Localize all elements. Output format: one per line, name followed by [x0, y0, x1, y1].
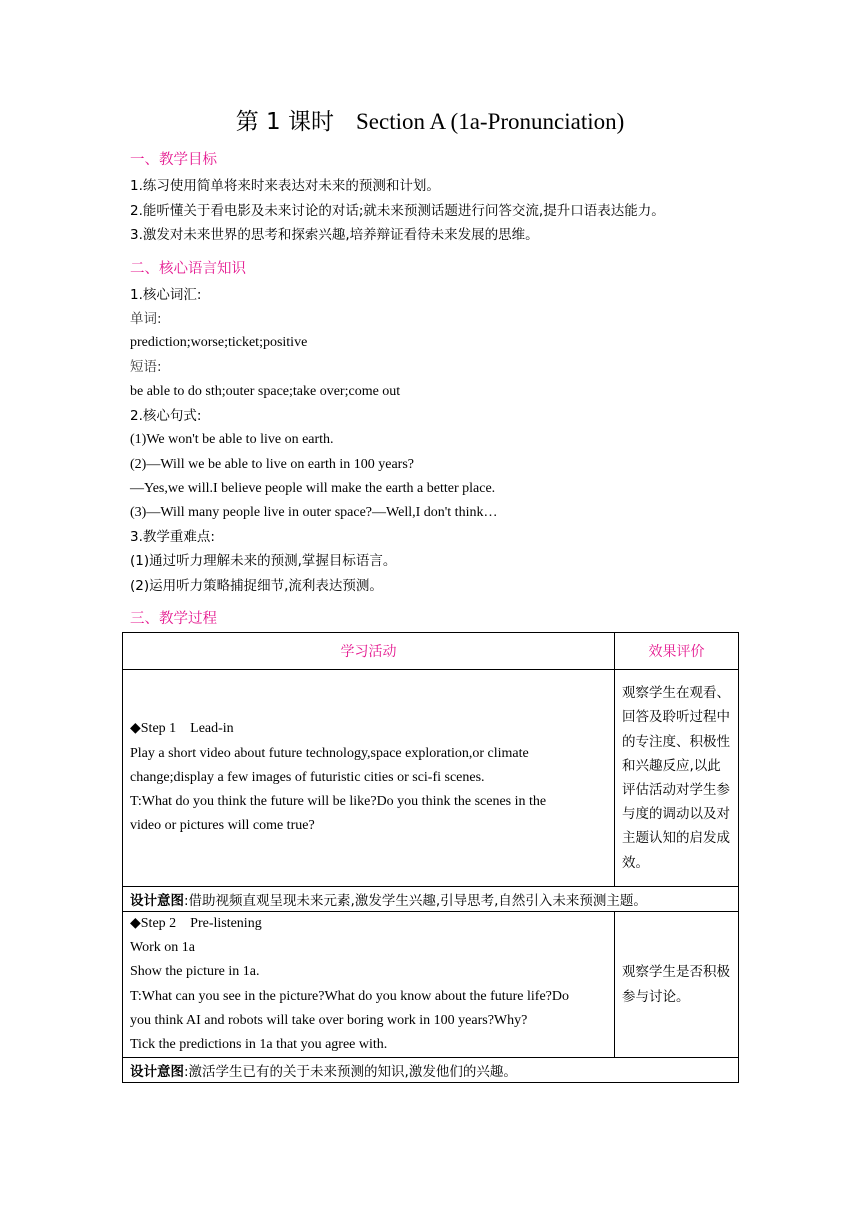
- objective-item: 1.练习使用简单将来时来表达对未来的预测和计划。: [130, 178, 440, 194]
- phrases-label: 短语:: [130, 359, 162, 375]
- step1-line: T:What do you think the future will be like?Do you think the scenes in the: [130, 794, 547, 810]
- lesson-number: 第 1 课时: [235, 109, 334, 135]
- table-row: [123, 670, 739, 887]
- step2-line: Work on 1a: [130, 940, 195, 956]
- step1-line: change;display a few images of futuristic cities or sci-fi scenes.: [130, 769, 485, 785]
- step2-line: Tick the predictions in 1a that you agree with.: [130, 1037, 388, 1053]
- step2-design-intent: [123, 1058, 739, 1083]
- vocab-title: 1.核心词汇:: [130, 287, 202, 303]
- step2-evaluation: 观察学生是否积极参与讨论。: [615, 912, 739, 1058]
- step2-line: Show the picture in 1a.: [130, 964, 260, 980]
- objectives-heading: 一、教学目标: [130, 152, 217, 168]
- language-heading: 二、核心语言知识: [130, 261, 246, 277]
- step1-heading: ◆Step 1 Lead-in: [130, 721, 234, 737]
- design-intent-text: :激活学生已有的关于未来预测的知识,激发他们的兴趣。: [184, 1064, 517, 1081]
- sentence-item: (3)—Will many people live in outer space?—Well,I don't think…: [130, 505, 498, 520]
- section-title: Section A (1a-Pronunciation): [355, 109, 625, 134]
- sentence-item: —Yes,we will.I believe people will make the earth a better place.: [130, 481, 496, 496]
- lesson-process-table: [122, 632, 739, 1083]
- phrases: be able to do sth;outer space;take over;come out: [130, 384, 401, 399]
- objective-item: 3.激发对未来世界的思考和探索兴趣,培养辩证看待未来发展的思维。: [130, 227, 539, 243]
- objective-item: 2.能听懂关于看电影及未来讨论的对话;就未来预测话题进行问答交流,提升口语表达能力。: [130, 203, 665, 219]
- step2-heading: ◆Step 2 Pre-listening: [130, 916, 262, 931]
- step2-line: T:What can you see in the picture?What do you know about the future life?Do: [130, 988, 569, 1004]
- evaluation-column-header: 效果评价: [615, 633, 739, 670]
- key-point-item: (2)运用听力策略捕捉细节,流利表达预测。: [130, 578, 383, 594]
- table-row: [123, 1058, 739, 1083]
- sentence-item: (2)—Will we be able to live on earth in 100 years?: [130, 457, 415, 472]
- words-label: 单词:: [130, 311, 162, 327]
- table-header-row: [123, 633, 739, 670]
- table-row: [123, 887, 739, 912]
- design-intent-label: 设计意图: [130, 1064, 184, 1081]
- activity-column-header: 学习活动: [123, 633, 615, 670]
- design-intent-text: :借助视频直观呈现未来元素,激发学生兴趣,引导思考,自然引入未来预测主题。: [184, 893, 647, 909]
- step1-evaluation: 观察学生在观看、回答及聆听过程中的专注度、积极性和兴趣反应,以此评估活动对学生参与度的调动以及对主题认知的启发成效。: [615, 670, 739, 887]
- table-row: [123, 912, 739, 1058]
- step1-line: video or pictures will come true?: [130, 818, 315, 834]
- key-point-item: (1)通过听力理解未来的预测,掌握目标语言。: [130, 553, 397, 569]
- words: prediction;worse;ticket;positive: [130, 335, 308, 350]
- key-points-title: 3.教学重难点:: [130, 529, 215, 545]
- sentence-item: (1)We won't be able to live on earth.: [130, 432, 334, 447]
- step1-design-intent: [123, 887, 739, 912]
- sentences-title: 2.核心句式:: [130, 408, 202, 424]
- page-title: [0, 106, 860, 138]
- step2-line: you think AI and robots will take over boring work in 100 years?Why?: [130, 1012, 528, 1028]
- step1-line: Play a short video about future technology,space exploration,or climate: [130, 745, 529, 761]
- step1-activity: [123, 670, 615, 887]
- step2-activity: [123, 912, 615, 1058]
- design-intent-label: 设计意图: [130, 893, 184, 909]
- process-heading: 三、教学过程: [130, 611, 217, 627]
